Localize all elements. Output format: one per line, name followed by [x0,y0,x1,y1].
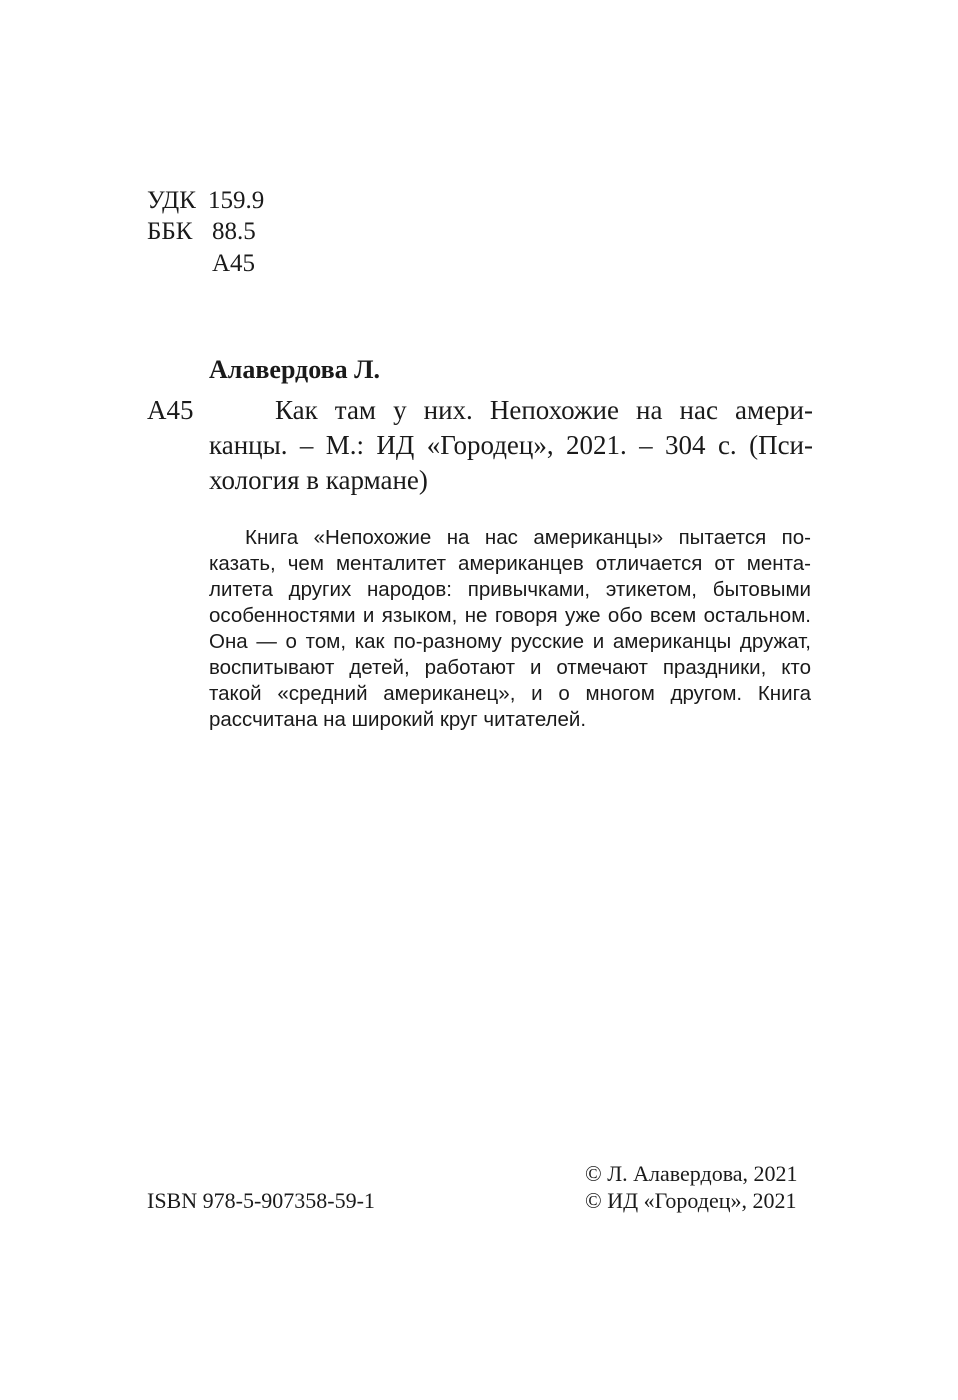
copyright-author: © Л. Алавердова, 2021 [585,1161,798,1186]
entry-code: А45 [147,395,194,425]
udk-label: УДК [147,187,196,214]
annotation-line: Книга «Непохожие на нас американцы» пытается по- [245,526,811,549]
annotation-line: Она — о том, как по-разному русские и американцы дружат, [209,630,811,653]
bbk-value: 88.5 [212,218,256,245]
annotation-line: такой «средний американец», и о многом другом. Книга [209,682,811,705]
bbk-label: ББК [147,218,193,245]
copyright-publisher: © ИД «Городец», 2021 [585,1188,797,1213]
description-line: канцы. – М.: ИД «Городец», 2021. – 304 с. (Пси- [209,430,813,460]
annotation-line: литета других народов: привычками, этикетом, бытовыми [209,578,811,601]
annotation-line: рассчитана на широкий круг читателей. [209,708,587,731]
annotation-line: воспитывают детей, работают и отмечают праздники, кто [209,656,811,679]
udk-value: 159.9 [208,187,265,214]
annotation-line: особенностями и языком, не говоря уже обо всем остальном. [209,604,811,627]
description-line: Как там у них. Непохожие на нас амери- [275,395,813,425]
isbn: ISBN 978-5-907358-59-1 [147,1188,375,1213]
author-mark: А45 [212,250,256,277]
description-line: хология в кармане) [209,465,428,495]
annotation-line: казать, чем менталитет американцев отличается от мента- [209,552,811,575]
author-name: Алавердова Л. [209,355,380,384]
